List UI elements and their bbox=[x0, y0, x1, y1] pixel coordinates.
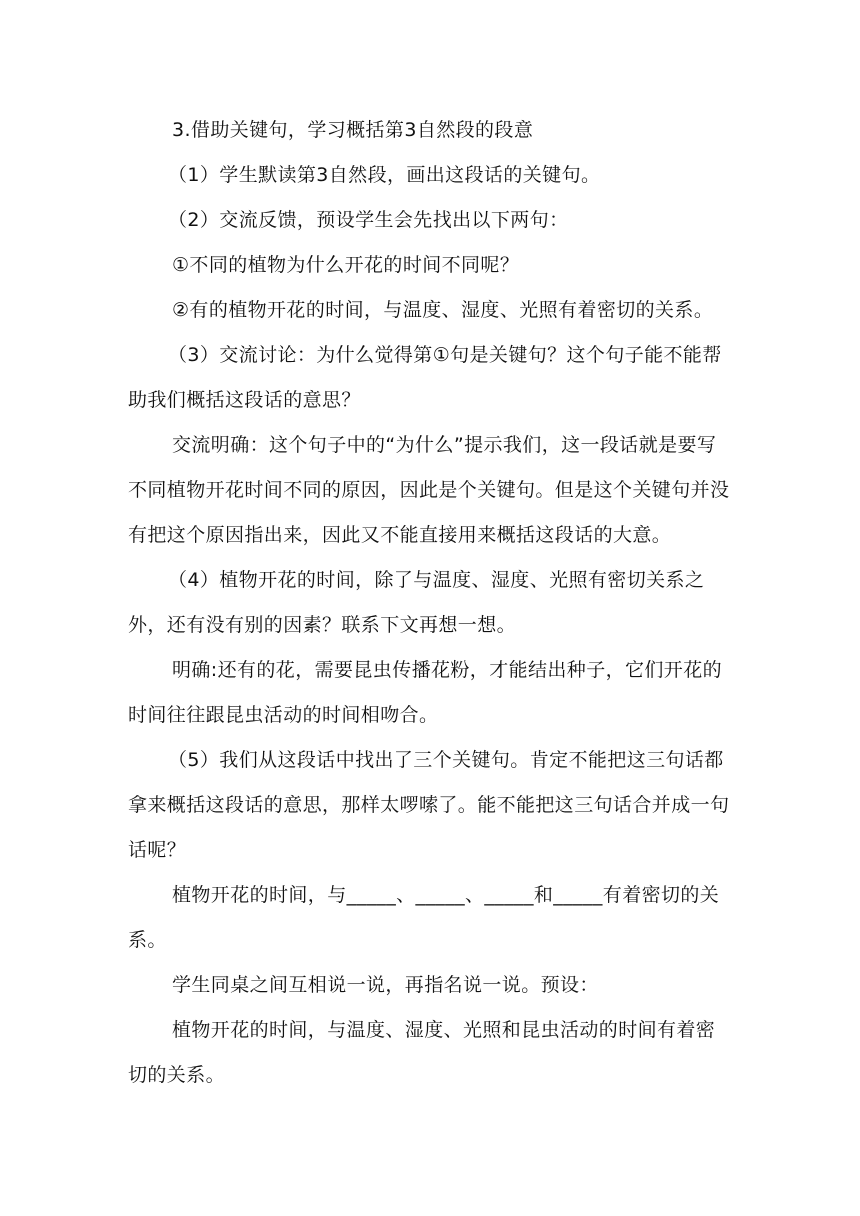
paragraph-step-2: （2）交流反馈，预设学生会先找出以下两句： bbox=[168, 209, 569, 231]
paragraph-clarification: 明确:还有的花，需要昆虫传播花粉，才能结出种子，它们开花的时间往往跟昆虫活动的时间相吻合。 bbox=[128, 659, 723, 726]
paragraph-sentence-2: ②有的植物开花的时间，与温度、湿度、光照有着密切的关系。 bbox=[172, 299, 714, 321]
paragraph-step-3: （3）交流讨论：为什么觉得第①句是关键句？这个句子能不能帮助我们概括这段话的意思？ bbox=[128, 344, 722, 411]
paragraph-step-5: （5）我们从这段话中找出了三个关键句。肯定不能把这三句话都拿来概括这段话的意思，那样太啰嗦了。能不能把这三句话合并成一句话呢？ bbox=[128, 749, 730, 861]
paragraph-heading: 3.借助关键句，学习概括第3自然段的段意 bbox=[172, 119, 534, 141]
paragraph-fill-in-blank: 植物开花的时间，与_____、_____、_____和_____有着密切的关系。 bbox=[128, 884, 720, 951]
paragraph-discussion-conclusion: 交流明确：这个句子中的“为什么”提示我们，这一段话就是要写不同植物开花时间不同的原因，因此是个关键句。但是这个关键句并没有把这个原因指出来，因此又不能直接用来概括这段话的大意。 bbox=[128, 434, 730, 546]
paragraph-sentence-1: ①不同的植物为什么开花的时间不同呢？ bbox=[172, 254, 520, 276]
paragraph-pair-discussion: 学生同桌之间互相说一说，再指名说一说。预设： bbox=[172, 974, 599, 996]
paragraph-step-4: （4）植物开花的时间，除了与温度、湿度、光照有密切关系之外，还有没有别的因素？联系下文再想一想。 bbox=[128, 569, 705, 636]
paragraph-step-1: （1）学生默读第3自然段，画出这段话的关键句。 bbox=[168, 164, 601, 186]
paragraph-preset-answer: 植物开花的时间，与温度、湿度、光照和昆虫活动的时间有着密切的关系。 bbox=[128, 1019, 716, 1086]
document-body bbox=[128, 108, 732, 1098]
